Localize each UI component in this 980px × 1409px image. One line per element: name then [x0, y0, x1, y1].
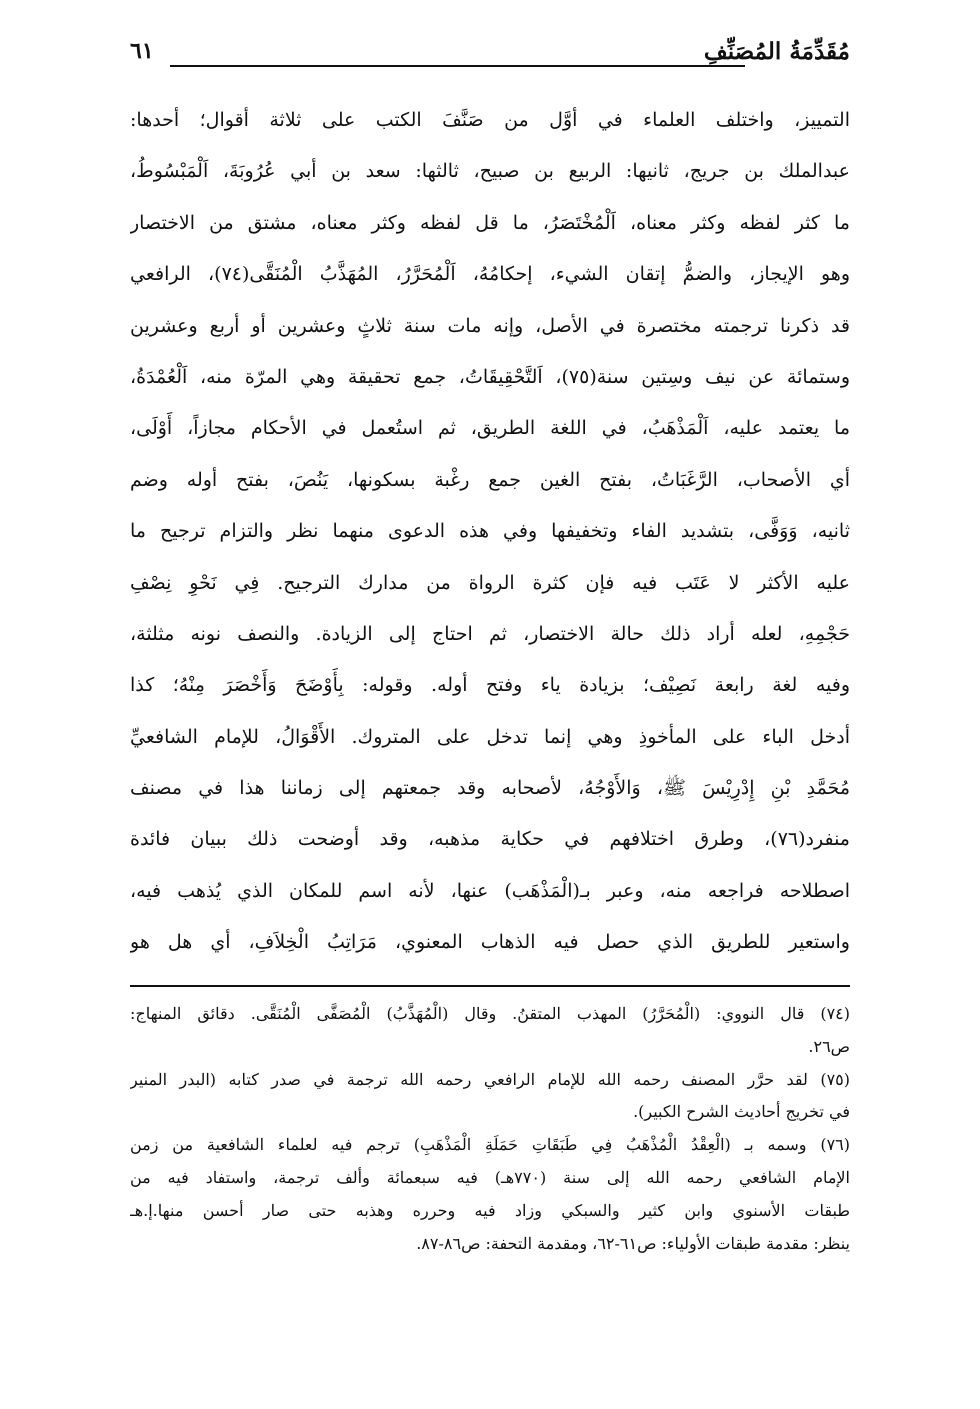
text-line: التمييز، واختلف العلماء في أوَّل من صَنَّفَ الكتب على ثلاثة أقوال؛ أحدها: [130, 109, 850, 131]
footnote-line: الإمام الشافعي رحمه الله إلى سنة (٧٧٠هـ) فيه سبعمائة وألف ترجمة، واستفاد فيه من [130, 1167, 850, 1187]
page-number: ٦١ [130, 38, 154, 64]
footnote-separator [130, 985, 850, 987]
running-head [130, 38, 850, 78]
footnote-line: في تخريج أحاديث الشرح الكبير). [633, 1102, 850, 1122]
footnote-line: (٧٥) لقد حرَّر المصنف رحمه الله للإمام الرافعي رحمه الله ترجمة في صدر كتابه (البدر المنير [130, 1069, 850, 1089]
text-line: وهو الإيجاز، والضمُّ إتقان الشيء، إحكامُهُ، اَلْمُحَرَّرُ، المُهَذَّبُ الْمُنَقَّى(٧٤)، الرافعي [130, 263, 850, 286]
text-line: عليه الأكثر لا عَتَب فيه فإن كثرة الرواة من مدارك الترجيح. فِي نَحْوِ نِصْفِ [130, 571, 850, 594]
header-rule [170, 65, 745, 67]
text-line: ثانيه، وَوَفَّى، بتشديد الفاء وتخفيفها وفي هذه الدعوى منهما نظر والتزام ترجيح ما [130, 520, 850, 543]
footnote-line: طبقات الأسنوي وابن كثير والسبكي وزاد فيه وحرره وهذبه حتى صار أحسن منها.إ.هـ [130, 1200, 850, 1220]
footnotes [130, 998, 850, 1260]
footnote-line: ص٢٦. [808, 1036, 850, 1056]
text-line: وستمائة عن نيف وسِتين سنة(٧٥)، اَلتَّحْقِيقَاتُ، جمع تحقيقة وهي المرّة منه، اَلْعُمْدَةُ، [130, 365, 850, 388]
text-line: مُحَمَّدِ بْنِ إِدْرِيْسَ ﷺ، وَالأَوْجُهُ، لأصحابه وقد جمعتهم إلى زماننا هذا في مصنف [130, 777, 850, 800]
text-line: منفرد(٧٦)، وطرق اختلافهم في حكاية مذهبه، وقد أوضحت ذلك ببيان فائدة [130, 828, 850, 851]
text-line: واستعير للطريق الذي حصل فيه الذهاب المعنوي، مَرَاتِبُ الْخِلاَفِ، أي هل هو [130, 931, 850, 954]
text-line: وفيه لغة رابعة نَصِيْف؛ بزيادة ياء وفتح أوله. وقوله: بِأَوْضَحَ وَأَخْصَرَ مِنْهُ؛ كذا [130, 674, 850, 697]
text-line: ما كثر لفظه وكثر معناه، اَلْمُخْتَصَرُ، ما قل لفظه وكثر معناه، مشتق من الاختصار [130, 211, 850, 234]
text-line: أي الأصحاب، الرَّغَبَاتُ، بفتح الغين جمع رغْبة بسكونها، يَنُصَ، بفتح أوله وضم [130, 468, 850, 491]
text-line: حَجْمِهِ، لعله أراد ذلك حالة الاختصار، ثم احتاج إلى الزيادة. والنصف نونه مثلثة، [130, 622, 850, 645]
text-line: اصطلاحه فراجعه منه، وعبر بـ(الْمَذْهَب) عنها، لأنه اسم للمكان الذي يُذهب فيه، [130, 879, 850, 902]
footnote-line: (٧٤) قال النووي: (الْمُحَرَّرُ) المهذب المتقنُ. وقال (الْمُهَذَّبُ) الْمُصَفَّى الْمُنَقَّى. دقائق المنهاج: [130, 1004, 850, 1023]
footnote-line: ينظر: مقدمة طبقات الأولياء: ص٦١-٦٢، ومقدمة التحفة: ص٨٦-٨٧. [416, 1233, 850, 1253]
text-line: عبدالملك بن جريج، ثانيها: الربيع بن صبيح، ثالثها: سعد بن أبي عُرُوبَةَ، اَلْمَبْسُوطُ، [130, 160, 850, 183]
footnote-line: (٧٦) وسمه بـ (الْعِقْدُ الْمُذْهَبُ فِي طَبَقَاتِ حَمَلَةِ الْمَذْهَبِ) ترجم فيه لعلماء الشافعية من زمن [130, 1135, 850, 1155]
text-line: قد ذكرنا ترجمته مختصرة في الأصل، وإنه مات سنة ثلاثٍ وعشرين أو أربع وعشرين [130, 314, 850, 337]
text-line: ما يعتمد عليه، اَلْمَذْهَبُ، في اللغة الطريق، ثم استُعمل في الأحكام مجازاً، أَوْلَى، [130, 417, 850, 440]
section-title: مُقَدِّمَةُ المُصَنِّفِ [703, 38, 850, 65]
main-text [130, 95, 850, 969]
text-line: أدخل الباء على المأخوذِ وهي إنما تدخل على المتروك. الأَقْوَالُ، للإمام الشافعيِّ [130, 725, 850, 748]
